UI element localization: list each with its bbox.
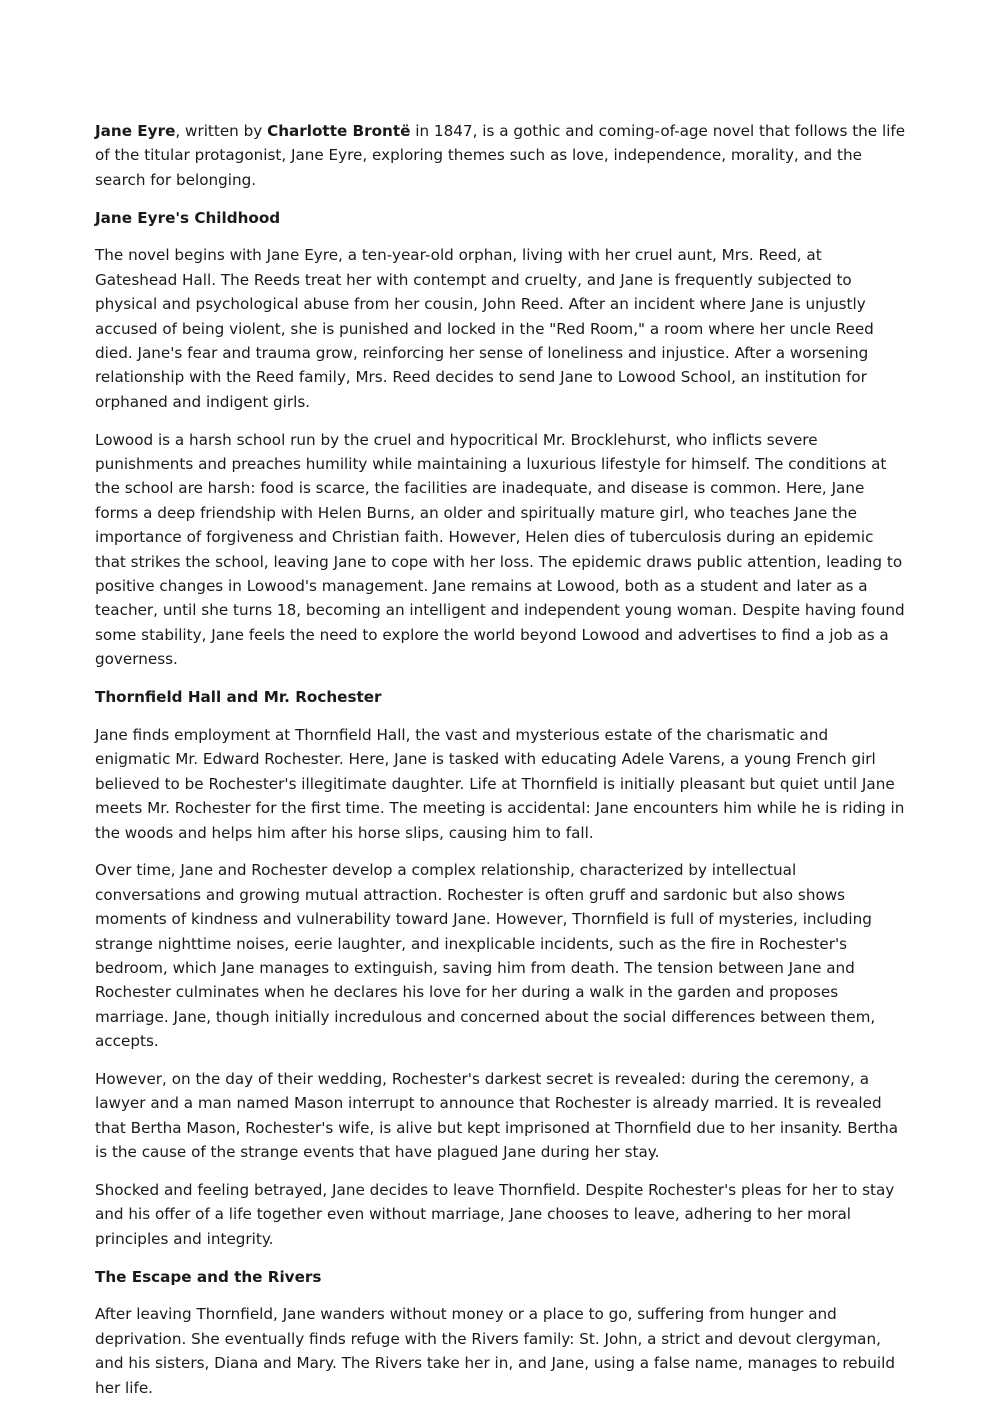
document-page (95, 119, 907, 1413)
author-name: Charlotte Brontë (267, 122, 411, 140)
section-heading-escape: The Escape and the Rivers (95, 1267, 322, 1286)
thornfield-paragraph-3: However, on the day of their wedding, Rochester's darkest secret is revealed: during the ceremony, a lawyer and a man named Mason interrupt to announce that Rochester is already married. It is revealed that Bertha Mason, Rochester's wife, is alive but kept imprisoned at Thornfield due to her insanity. Bertha is the cause of the strange events that have plagued Jane during her stay. (95, 1069, 899, 1162)
intro-text-2: in 1847, is a gothic and coming-of-age novel that follows the life of the titular protagonist, Jane Eyre, exploring themes such as love, independence, morality, and the search for belonging. (95, 122, 906, 189)
section-heading-thornfield: Thornfield Hall and Mr. Rochester (95, 688, 382, 707)
thornfield-paragraph-4: Shocked and feeling betrayed, Jane decides to leave Thornfield. Despite Rochester's pleas for her to stay and his offer of a life together even without marriage, Jane chooses to leave, adhering to her moral principles and integrity. (95, 1180, 895, 1248)
childhood-paragraph-2: Lowood is a harsh school run by the cruel and hypocritical Mr. Brocklehurst, who inflicts severe punishments and preaches humility while maintaining a luxurious lifestyle for himself. The conditions at the school are harsh: food is scarce, the facilities are inadequate, and disease is common. Here, Jane forms a deep friendship with Helen Burns, an older and spiritually mature girl, who teaches Jane the importance of forgiveness and Christian faith. However, Helen dies of tuberculosis during an epidemic that strikes the school, leaving Jane to cope with her loss. The epidemic draws public attention, leading to positive changes in Lowood's management. Jane remains at Lowood, both as a student and later as a teacher, until she turns 18, becoming an intelligent and independent young woman. Despite having found some stability, Jane feels the need to explore the world beyond Lowood and advertises to find a job as a governess. (95, 430, 905, 669)
intro-text-1: , written by (175, 122, 268, 140)
thornfield-paragraph-1: Jane finds employment at Thornfield Hall, the vast and mysterious estate of the charismatic and enigmatic Mr. Edward Rochester. Here, Jane is tasked with educating Adele Varens, a young French girl believed to be Rochester's illegitimate daughter. Life at Thornfield is initially pleasant but quiet until Jane meets Mr. Rochester for the first time. The meeting is accidental: Jane encounters him while he is riding in the woods and helps him after his horse slips, causing him to fall. (95, 725, 905, 842)
thornfield-paragraph-2: Over time, Jane and Rochester develop a complex relationship, characterized by intellectual conversations and growing mutual attraction. Rochester is often gruff and sardonic but also shows moments of kindness and vulnerability toward Jane. However, Thornfield is full of mysteries, including strange nighttime noises, eerie laughter, and inexplicable incidents, such as the fire in Rochester's bedroom, which Jane manages to extinguish, saving him from death. The tension between Jane and Rochester culminates when he declares his love for her during a walk in the garden and proposes marriage. Jane, though initially incredulous and concerned about the social differences between them, accepts. (95, 861, 876, 1051)
book-title: Jane Eyre (95, 122, 176, 140)
childhood-paragraph-1: The novel begins with Jane Eyre, a ten-year-old orphan, living with her cruel aunt, Mrs. Reed, at Gateshead Hall. The Reeds treat her with contempt and cruelty, and Jane is frequently subjected to physical and psychological abuse from her cousin, John Reed. After an incident where Jane is unjustly accused of being violent, she is punished and locked in the "Red Room," a room where her uncle Reed died. Jane's fear and trauma grow, reinforcing her sense of loneliness and injustice. After a worsening relationship with the Reed family, Mrs. Reed decides to send Jane to Lowood School, an institution for orphaned and indigent girls. (95, 246, 874, 411)
escape-paragraph-1: After leaving Thornfield, Jane wanders without money or a place to go, suffering from hunger and deprivation. She eventually finds refuge with the Rivers family: St. John, a strict and devout clergyman, and his sisters, Diana and Mary. The Rivers take her in, and Jane, using a false name, manages to rebuild her life. (95, 1305, 895, 1397)
intro-paragraph (95, 119, 907, 192)
section-heading-childhood: Jane Eyre's Childhood (95, 208, 281, 227)
